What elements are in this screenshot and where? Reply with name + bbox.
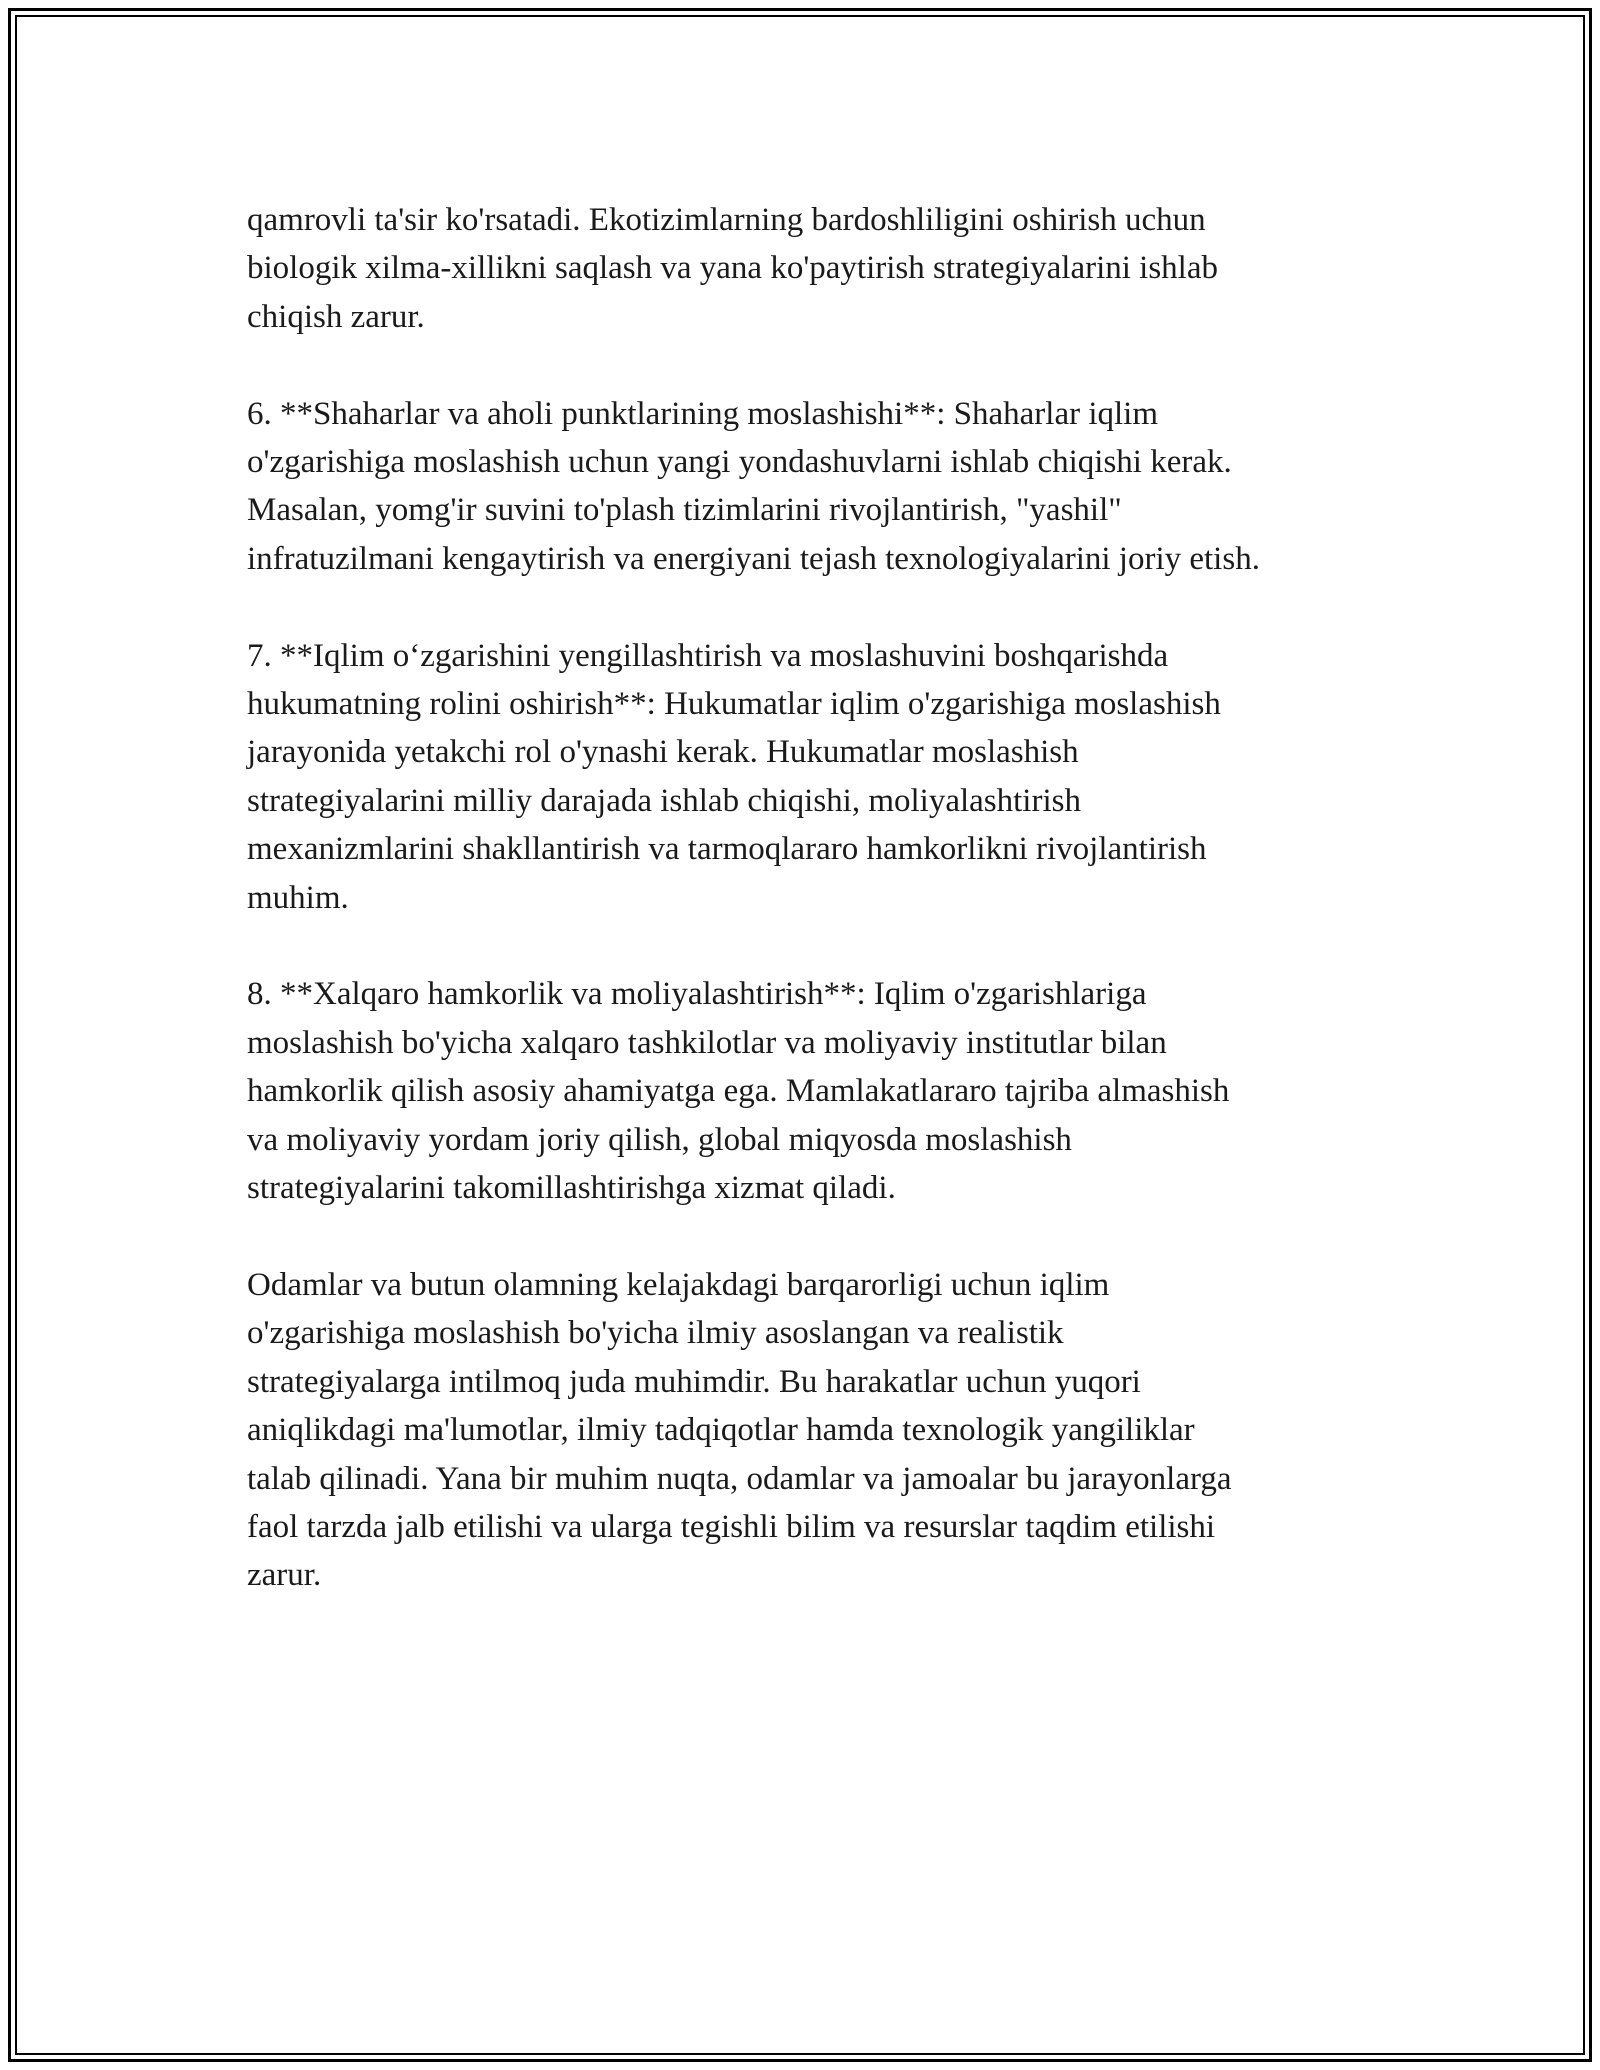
paragraph-cities-adaptation: 6. **Shaharlar va aholi punktlarining moslashishi**: Shaharlar iqlim o'zgarishiga moslashish uchun yangi yondashuvlarni ishlab chiqishi kerak. Masalan, yomg'ir suvini to'plash tizimlarini rivojlantirish, "yashil" infratuzilmani kengaytirish va energiyani tejash texnologiyalarini joriy etish. bbox=[247, 395, 1260, 577]
paragraph-international-cooperation: 8. **Xalqaro hamkorlik va moliyalashtirish**: Iqlim o'zgarishlariga moslashish bo'yicha xalqaro tashkilotlar va moliyaviy institutlar bilan hamkorlik qilish asosiy ahamiyatga ega. Mamlakatlararo tajriba almashish va moliyaviy yordam joriy qilish, global miqyosda moslashish strategiyalarini takomillashtirishga xizmat qiladi. bbox=[247, 976, 1230, 1207]
paragraph-conclusion: Odamlar va butun olamning kelajakdagi barqarorligi uchun iqlim o'zgarishiga moslashish bo'yicha ilmiy asoslangan va realistik strategiyalarga intilmoq juda muhimdir. Bu harakatlar uchun yuqori aniqlikdagi ma'lumotlar, ilmiy tadqiqotlar hamda texnologik yangiliklar talab qilinadi. Yana bir muhim nuqta, odamlar va jamoalar bu jarayonlarga faol tarzda jalb etilishi va ularga tegishli bilim va resurslar taqdim etilishi zarur. bbox=[247, 1266, 1232, 1594]
paragraph-ecosystems: qamrovli ta'sir ko'rsatadi. Ekotizimlarning bardoshliligini oshirish uchun biologik xilma-xillikni saqlash va yana ko'paytirish strategiyalarini ishlab chiqish zarur. bbox=[247, 202, 1219, 335]
document-body bbox=[247, 196, 1397, 1600]
paragraph-government-role: 7. **Iqlim o‘zgarishini yengillashtirish va moslashuvini boshqarishda hukumatning rolini oshirish**: Hukumatlar iqlim o'zgarishiga moslashish jarayonida yetakchi rol o'ynashi kerak. Hukumatlar moslashish strategiyalarini milliy darajada ishlab chiqishi, moliyalashtirish mexanizmlarini shakllantirish va tarmoqlararo hamkorlikni rivojlantirish muhim. bbox=[247, 637, 1221, 916]
page-frame bbox=[8, 8, 1592, 2062]
